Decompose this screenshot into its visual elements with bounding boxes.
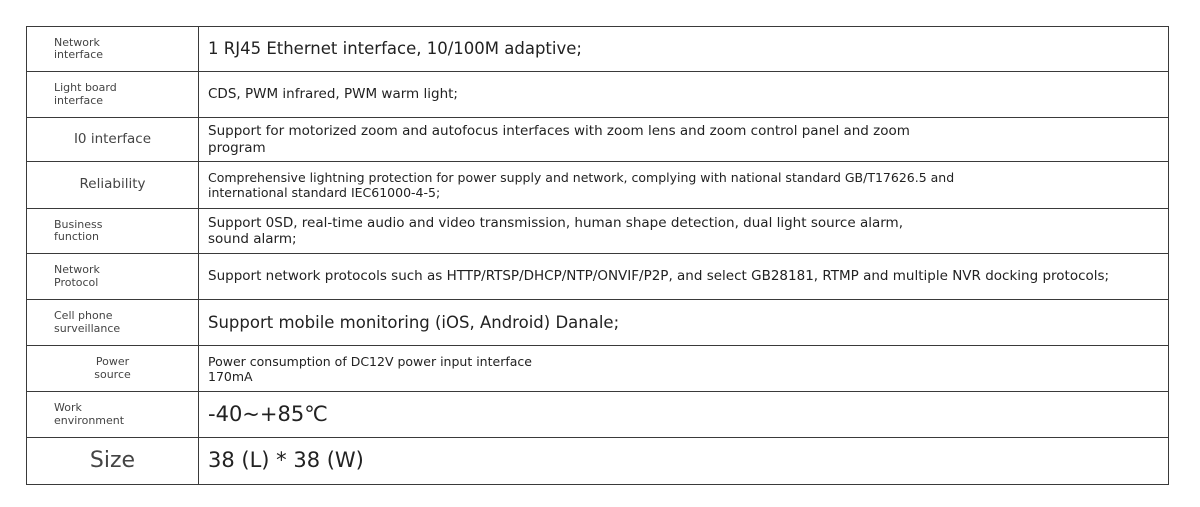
row-label: Power source bbox=[27, 346, 199, 392]
row-value: Support mobile monitoring (iOS, Android) Danale; bbox=[199, 300, 1169, 346]
row-value: 1 RJ45 Ethernet interface, 10/100M adaptive; bbox=[199, 27, 1169, 72]
row-label: Work environment bbox=[27, 392, 199, 438]
row-label: Business function bbox=[27, 209, 199, 254]
table-row bbox=[27, 300, 1169, 346]
table-row bbox=[27, 438, 1169, 485]
spec-table bbox=[26, 26, 1169, 485]
row-value: -40~+85℃ bbox=[199, 392, 1169, 438]
row-label: Network Protocol bbox=[27, 254, 199, 300]
row-value: CDS, PWM infrared, PWM warm light; bbox=[199, 72, 1169, 118]
table-row bbox=[27, 72, 1169, 118]
row-label: Size bbox=[27, 438, 199, 485]
row-label: Network interface bbox=[27, 27, 199, 72]
row-label: Light board interface bbox=[27, 72, 199, 118]
row-value: 38 (L) * 38 (W) bbox=[199, 438, 1169, 485]
table-row bbox=[27, 254, 1169, 300]
row-value: Support network protocols such as HTTP/RTSP/DHCP/NTP/ONVIF/P2P, and select GB28181, RTMP and multiple NVR docking protocols; bbox=[199, 254, 1169, 300]
table-row bbox=[27, 118, 1169, 162]
row-label: Cell phone surveillance bbox=[27, 300, 199, 346]
row-label: I0 interface bbox=[27, 118, 199, 162]
table-row bbox=[27, 162, 1169, 209]
table-row bbox=[27, 392, 1169, 438]
table-row bbox=[27, 209, 1169, 254]
row-value: Comprehensive lightning protection for power supply and network, complying with national standard GB/T17626.5 and international standard IEC61000-4-5; bbox=[199, 162, 1169, 209]
row-value: Support 0SD, real-time audio and video transmission, human shape detection, dual light source alarm, sound alarm; bbox=[199, 209, 1169, 254]
table-row bbox=[27, 27, 1169, 72]
row-label: Reliability bbox=[27, 162, 199, 209]
row-value: Support for motorized zoom and autofocus interfaces with zoom lens and zoom control panel and zoom program bbox=[199, 118, 1169, 162]
table-row bbox=[27, 346, 1169, 392]
row-value: Power consumption of DC12V power input interface 170mA bbox=[199, 346, 1169, 392]
